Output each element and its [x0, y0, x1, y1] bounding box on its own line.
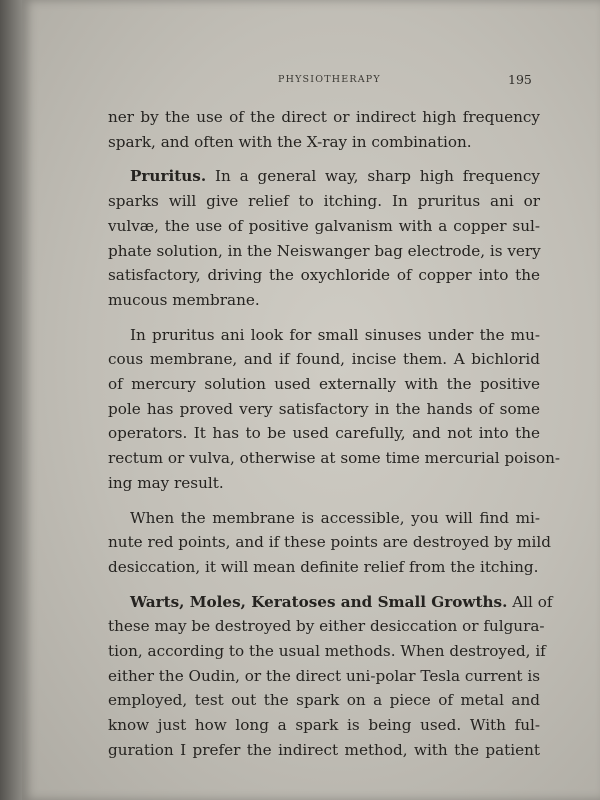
- text-line: When the membrane is accessible, you will find mi-: [130, 508, 540, 527]
- text-line: In pruritus ani look for small sinuses under the mu-: [130, 325, 540, 344]
- text-line: sparks will give relief to itching. In pruritus ani or: [108, 192, 540, 211]
- text-line: of mercury solution used externally with the positive: [108, 375, 540, 394]
- text-line: know just how long a spark is being used. With ful-: [108, 716, 540, 735]
- paragraph-sinuses: [108, 323, 561, 496]
- text-line: cous membrane, and if found, incise them. A bichlorid: [108, 350, 540, 369]
- text-line-content: In a general way, sharp high frequency: [215, 167, 540, 186]
- text-line: pole has proved very satisfactory in the hands of some: [108, 399, 540, 418]
- text-line: either the Oudin, or the direct uni-polar Tesla current is: [108, 666, 540, 685]
- text-line: operators. It has to be used carefully, and not into the: [108, 424, 540, 443]
- text-line: ner by the use of the direct or indirect high frequency: [108, 108, 540, 126]
- text-line: guration I prefer the indirect method, with the patient: [108, 740, 540, 759]
- page-header: [0, 72, 600, 92]
- text-line: tion, according to the usual methods. When destroyed, if: [108, 642, 546, 661]
- text-line: nute red points, and if these points are destroyed by mild: [108, 533, 551, 552]
- paragraph-pruritus: [108, 164, 540, 312]
- page-number: 195: [508, 72, 532, 87]
- paragraph-warts: [108, 590, 553, 763]
- text-line: [108, 590, 553, 615]
- paragraph-membrane: [108, 506, 551, 580]
- text-line: employed, test out the spark on a piece of metal and: [108, 691, 540, 710]
- paragraph-continuation: [108, 105, 540, 154]
- section-heading-pruritus: Pruritus.: [130, 167, 207, 186]
- text-line: spark, and often with the X-ray in combination.: [108, 132, 472, 151]
- text-line: vulvæ, the use of positive galvanism with a copper sul-: [108, 216, 540, 235]
- text-line: [108, 164, 540, 189]
- text-line-content: All of: [512, 592, 553, 611]
- text-line: ing may result.: [108, 473, 224, 492]
- text-line: rectum or vulva, otherwise at some time mercurial poison-: [108, 449, 561, 468]
- text-line: mucous membrane.: [108, 290, 260, 309]
- text-line: desiccation, it will mean definite relief from the itching.: [108, 557, 539, 576]
- book-gutter: [0, 0, 22, 800]
- section-heading-warts: Warts, Moles, Keratoses and Small Growths.: [130, 592, 508, 611]
- body-text: [108, 105, 561, 773]
- text-line: these may be destroyed by either desiccation or fulgura-: [108, 617, 545, 636]
- running-head: PHYSIOTHERAPY: [278, 74, 381, 85]
- text-line: satisfactory, driving the oxychloride of copper into the: [108, 266, 540, 285]
- text-line: phate solution, in the Neiswanger bag electrode, is very: [108, 241, 541, 260]
